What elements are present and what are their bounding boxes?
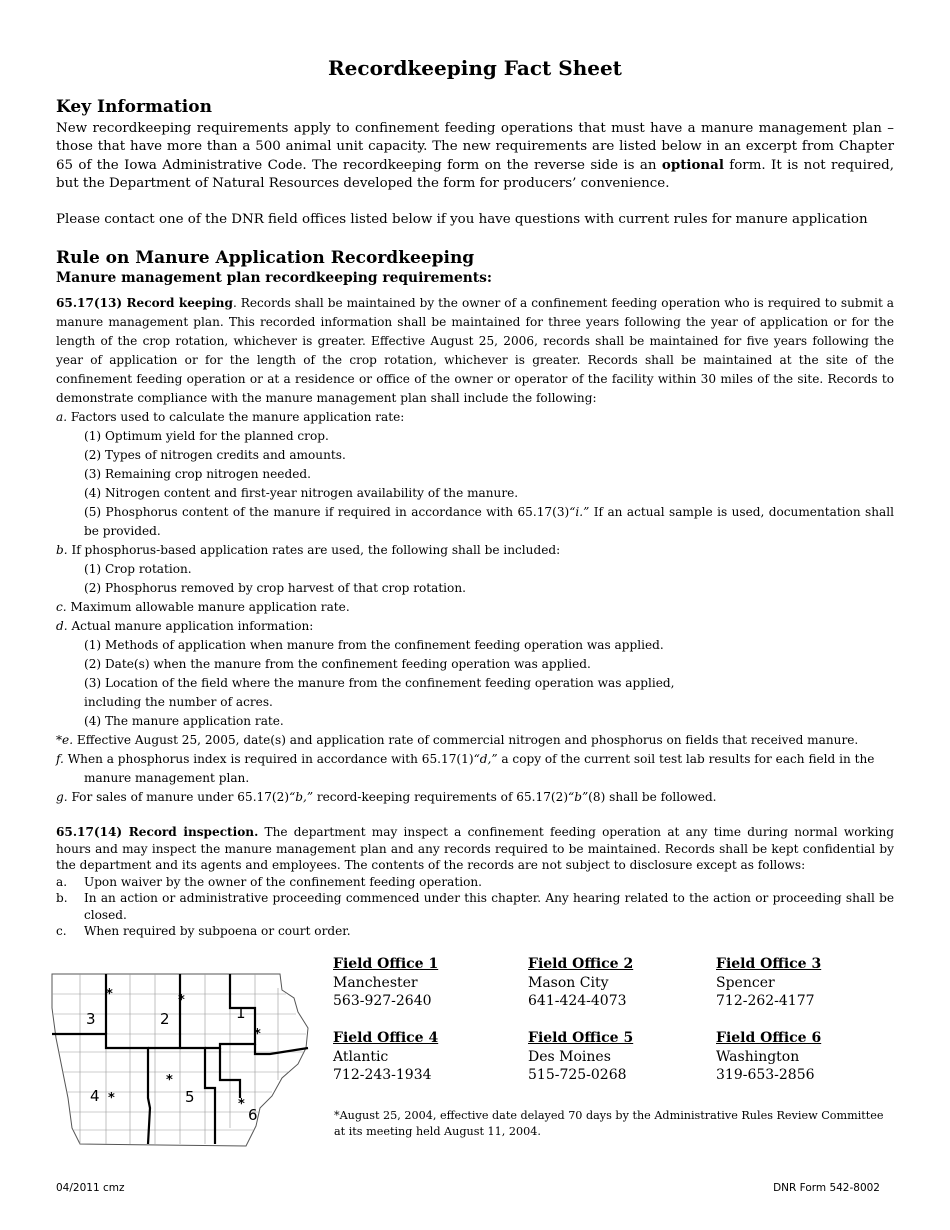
key-info-heading: Key Information — [56, 97, 212, 117]
rule-item-c: c. Maximum allowable manure application rate. — [56, 600, 350, 614]
rule-item-d1: (1) Methods of application when manure from the confinement feeding operation was applied. — [84, 638, 664, 652]
rule-item-g: g. For sales of manure under 65.17(2)“b,” record-keeping requirements of 65.17(2)“b”(8) shall be followed. — [56, 790, 717, 804]
rule-item-a4: (4) Nitrogen content and first-year nitrogen availability of the manure. — [84, 486, 519, 500]
rule-item-d3b: including the number of acres. — [84, 695, 273, 709]
footer-date: 04/2011 cmz — [56, 1182, 125, 1194]
rule-item-d3a: (3) Location of the field where the manure from the confinement feeding operation was applied, — [84, 676, 675, 690]
field-office-2: Field Office 2 Mason City 641-424-4073 — [528, 956, 634, 1009]
rule-item-e: *e. Effective August 25, 2005, date(s) and application rate of commercial nitrogen and phosphorus on fields that received manure. — [56, 733, 859, 747]
inspection-paragraph: 65.17(14) Record inspection. The department may inspect a confinement feeding operation at any time during normal working hours and may inspect the manure management plan and any records required to be maintained. Records shall be kept confidential by the department and its agents and employees. The contents of the records are not subject to disclosure except as follows: — [56, 825, 894, 872]
footnote: *August 25, 2004, effective date delayed 70 days by the Administrative Rules Review Committee at its meeting held August 11, 2004. — [334, 1109, 884, 1138]
inspection-item-a: a. Upon waiver by the owner of the confinement feeding operation. — [56, 874, 482, 889]
rule-subheading: Manure management plan recordkeeping requirements: — [56, 270, 493, 286]
page-title: Recordkeeping Fact Sheet — [328, 56, 622, 80]
office-marker-3: * — [106, 987, 113, 1002]
region-label-1: 1 — [236, 1004, 246, 1022]
office-marker-5: * — [166, 1073, 173, 1088]
rule-item-a1: (1) Optimum yield for the planned crop. — [84, 429, 329, 443]
rule-item-b: b. If phosphorus-based application rates are used, the following shall be included: — [56, 543, 561, 557]
rule-item-f: f. When a phosphorus index is required in accordance with 65.17(1)“d,” a copy of the current soil test lab results for each field in the manure management plan. — [56, 752, 875, 785]
region-label-6: 6 — [248, 1106, 258, 1124]
key-info-paragraph: New recordkeeping requirements apply to confinement feeding operations that must have a manure management plan – those that have more than a 500 animal unit capacity. The new requirements are listed below in an excerpt from Chapter 65 of the Iowa Administrative Code. The recordkeeping form on the reverse side is an optional form. It is not required, but the Department of Natural Resources developed the form for producers’ convenience. — [56, 121, 895, 191]
field-office-3: Field Office 3 Spencer 712-262-4177 — [716, 956, 822, 1009]
rule-item-a5: (5) Phosphorus content of the manure if required in accordance with 65.17(3)“i.” If an actual sample is used, documentation shall be provided. — [84, 505, 894, 538]
iowa-field-office-map — [50, 968, 312, 1148]
contact-paragraph: Please contact one of the DNR field offices listed below if you have questions with current rules for manure application — [56, 212, 868, 227]
rule-item-d4: (4) The manure application rate. — [84, 714, 284, 728]
field-office-4: Field Office 4 Atlantic 712-243-1934 — [333, 1030, 439, 1083]
office-marker-2: * — [178, 993, 185, 1008]
field-office-5: Field Office 5 Des Moines 515-725-0268 — [528, 1030, 634, 1083]
inspection-section — [56, 824, 894, 940]
footer-form-number: DNR Form 542-8002 — [773, 1182, 880, 1194]
region-label-5: 5 — [185, 1088, 195, 1106]
rule-body — [56, 294, 894, 807]
rule-item-d2: (2) Date(s) when the manure from the confinement feeding operation was applied. — [84, 657, 591, 671]
region-label-3: 3 — [86, 1010, 96, 1028]
region-label-2: 2 — [160, 1010, 170, 1028]
inspection-item-b: b. In an action or administrative proceeding commenced under this chapter. Any hearing related to the action or proceeding shall be closed. — [56, 891, 894, 922]
field-office-1: Field Office 1 Manchester 563-927-2640 — [333, 956, 439, 1009]
rule-intro: 65.17(13) Record keeping. Records shall be maintained by the owner of a confinement feeding operation who is required to submit a manure management plan. This recorded information shall be maintained for three years following the year of application or for the length of the crop rotation, whichever is greater. Effective August 25, 2006, records shall be maintained for five years following the year of application or for the length of the crop rotation, whichever is greater. Records shall be maintained at the site of the confinement feeding operation or at a residence or office of the owner or operator of the facility within 30 miles of the site. Records to demonstrate compliance with the manure management plan shall include the following: — [56, 296, 894, 405]
rule-item-a2: (2) Types of nitrogen credits and amounts. — [84, 448, 346, 462]
region-label-4: 4 — [90, 1087, 100, 1105]
office-marker-1: * — [254, 1027, 261, 1042]
rule-item-d: d. Actual manure application information: — [56, 619, 314, 633]
rule-item-a: a. Factors used to calculate the manure application rate: — [56, 410, 405, 424]
rule-heading: Rule on Manure Application Recordkeeping — [56, 248, 475, 268]
inspection-item-c: c. When required by subpoena or court order. — [56, 924, 351, 938]
office-marker-6: * — [238, 1097, 245, 1112]
office-marker-4: * — [108, 1091, 115, 1106]
rule-item-b2: (2) Phosphorus removed by crop harvest of that crop rotation. — [84, 581, 466, 595]
rule-item-a3: (3) Remaining crop nitrogen needed. — [84, 467, 311, 481]
rule-item-b1: (1) Crop rotation. — [84, 562, 192, 576]
field-office-6: Field Office 6 Washington 319-653-2856 — [716, 1030, 822, 1083]
